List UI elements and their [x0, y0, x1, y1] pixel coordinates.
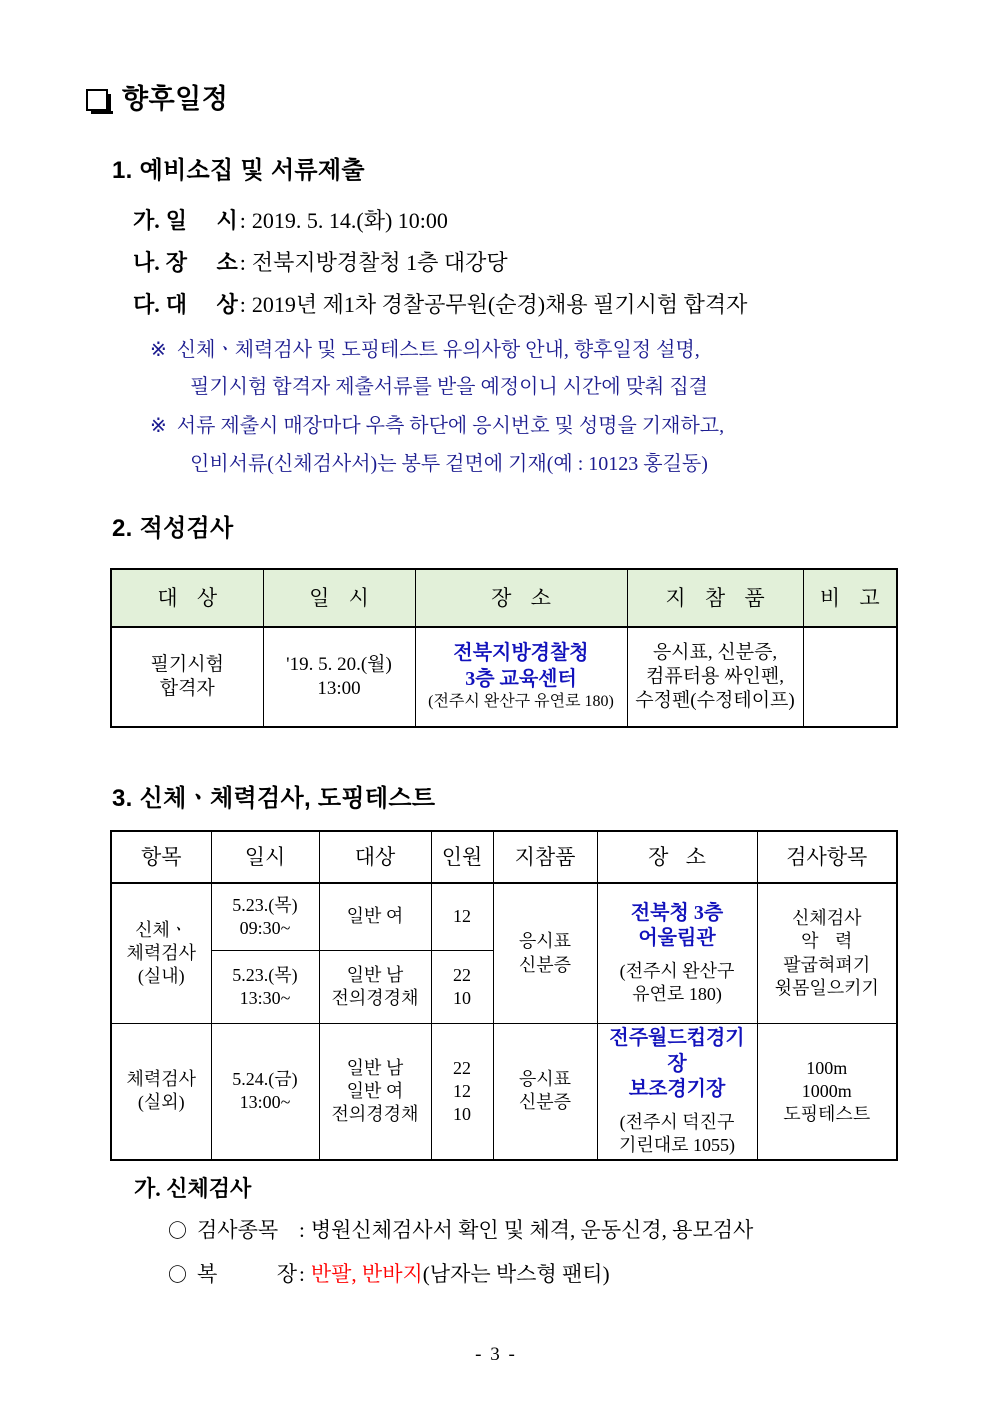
cell-line: 22 [453, 964, 471, 985]
cell-bring [493, 1024, 597, 1160]
cell-line: 일반 남 [346, 1057, 404, 1078]
page-title-text: 향후일정 [122, 84, 229, 114]
cell-line: 일반 남 [346, 964, 404, 985]
item-key: 대 상 [165, 292, 238, 317]
cell-line: 팔굽혀펴기 [783, 954, 871, 975]
cell-line: 12 [453, 1080, 471, 1101]
cell-line-address: (전주시 완산구 유연로 180) [428, 693, 614, 711]
circle-bullet-icon: 〇 [168, 1221, 188, 1242]
cell-line: 09:30~ [239, 918, 291, 938]
column-header-bring: 지참품 [493, 831, 597, 883]
item-label: 나. [133, 250, 160, 275]
cell-line: 신분증 [518, 954, 572, 975]
cell-line: 22 [453, 1057, 471, 1078]
cell-line: 컴퓨터용 싸인펜, [646, 665, 784, 687]
item-value: 2019. 5. 14.(화) 10:00 [251, 208, 448, 233]
item-value: 2019년 제1차 경찰공무원(순경)채용 필기시험 합격자 [251, 292, 748, 317]
cell-count: 12 [431, 883, 493, 951]
cell-line: 13:00 [317, 678, 361, 699]
page-title [86, 86, 228, 113]
section-3-bullet-1 [168, 1258, 610, 1288]
cell-line: 체력검사 [126, 1069, 197, 1090]
cell-testitem [757, 883, 897, 1024]
section-1-note-1-line-2: 인비서류(신체검사서)는 봉투 겉면에 기재(예 : 10123 홍길동) [190, 453, 708, 475]
section-2-heading: 2. 적성검사 [112, 515, 234, 542]
column-header-items: 지 참 품 [627, 569, 803, 627]
section-3-sub-heading: 가. 신체검사 [134, 1176, 252, 1201]
section-3-heading: 3. 신체ㆍ체력검사, 도핑테스트 [112, 785, 436, 812]
cell-line: 10 [453, 988, 471, 1008]
physical-test-table [110, 830, 898, 1161]
cell-line-highlight: 전주월드컵경기장 [609, 1027, 745, 1075]
table-row [111, 1024, 897, 1160]
table-row [111, 883, 897, 951]
column-header-target: 대상 [319, 831, 431, 883]
item-separator: : [239, 292, 246, 317]
cell-datetime [211, 883, 319, 951]
cell-line: 일반 여 [346, 1080, 404, 1101]
cell-line: 1000m [801, 1080, 852, 1101]
cell-datetime [211, 1024, 319, 1160]
cell-line: '19. 5. 20.(월) [286, 653, 392, 675]
cell-line-highlight: 보조경기장 [628, 1078, 726, 1101]
cell-line: 악 력 [801, 931, 859, 952]
bullet-key: 검사종목 [197, 1218, 279, 1242]
section-1-note-0-line-1 [150, 333, 700, 362]
cell-datetime [211, 951, 319, 1024]
cell-line: 합격자 [159, 678, 215, 699]
cell-target: 일반 여 [319, 883, 431, 951]
column-header-testitem: 검사항목 [757, 831, 897, 883]
bullet-value-rest: (남자는 박스형 팬티) [422, 1262, 610, 1286]
cell-count [431, 951, 493, 1024]
cell-line: 전의경경채 [331, 1103, 419, 1124]
cell-remark [803, 627, 897, 727]
cell-line-highlight: 3층 교육센터 [465, 667, 577, 690]
column-header-target: 대 상 [111, 569, 263, 627]
cell-line-highlight: 전북지방경찰청 [453, 642, 589, 665]
item-separator: : [239, 208, 246, 233]
cell-line: 5.23.(목) [232, 894, 298, 915]
cell-line: 10 [453, 1103, 471, 1124]
cell-line: 13:00~ [239, 1092, 291, 1113]
cell-target [319, 1024, 431, 1160]
cell-count [431, 1024, 493, 1160]
cell-line: 신분증 [518, 1092, 572, 1113]
item-key: 일 시 [165, 208, 238, 233]
cell-line: 전의경경채 [331, 988, 419, 1008]
aptitude-test-table [110, 568, 898, 728]
cell-target [111, 627, 263, 727]
bullet-key: 복 장 [197, 1262, 298, 1286]
note-mark-icon: ※ [150, 339, 167, 361]
cell-category [111, 883, 211, 1024]
section-1-item-0 [133, 204, 448, 235]
table-header-row [111, 831, 897, 883]
column-header-remark: 비 고 [803, 569, 897, 627]
cell-line-address: 유연로 180) [632, 984, 722, 1005]
cell-line: 100m [806, 1057, 848, 1078]
page-number-footer: - 3 - [475, 1344, 517, 1365]
cell-bring [493, 883, 597, 1024]
item-key: 장 소 [165, 250, 238, 275]
section-1-note-0-line-2: 필기시험 합격자 제출서류를 받을 예정이니 시간에 맞춰 집결 [190, 376, 708, 398]
cell-line-highlight: 전북청 3층 [630, 901, 724, 924]
section-1-note-1-line-1 [150, 409, 724, 438]
section-3-bullet-0 [168, 1214, 753, 1244]
item-label: 가. [133, 208, 160, 233]
cell-items [627, 627, 803, 727]
bullet-separator: : [299, 1218, 305, 1242]
column-header-count: 인원 [431, 831, 493, 883]
cell-line: 도핑테스트 [783, 1103, 871, 1124]
cell-line: 응시표, 신분증, [652, 641, 778, 663]
cell-line: 윗몸일으키기 [774, 977, 879, 998]
cell-line: 신체ㆍ [135, 919, 188, 940]
cell-line-highlight: 어울림관 [638, 927, 716, 950]
bullet-value-highlight: 반팔, 반바지 [310, 1262, 423, 1286]
cell-place [415, 627, 627, 727]
cell-line: (실내) [137, 966, 185, 987]
note-text: 신체ㆍ체력검사 및 도핑테스트 유의사항 안내, 향후일정 설명, [176, 339, 700, 361]
section-1-heading: 1. 예비소집 및 서류제출 [112, 157, 365, 184]
cell-line-address: (전주시 완산구 [619, 961, 735, 982]
cell-target [319, 951, 431, 1024]
cell-line: 체력검사 [126, 942, 197, 963]
cell-line: 5.24.(금) [232, 1069, 298, 1090]
note-mark-icon: ※ [150, 415, 167, 437]
bullet-separator: : [299, 1262, 305, 1286]
note-text: 서류 제출시 매장마다 우측 하단에 응시번호 및 성명을 기재하고, [176, 415, 725, 437]
cell-line-address: 기린대로 1055) [618, 1134, 736, 1155]
checkbox-square-icon [86, 89, 108, 111]
column-header-category: 항목 [111, 831, 211, 883]
cell-line-address: (전주시 덕진구 [619, 1111, 735, 1132]
table-row [111, 627, 897, 727]
cell-line: 필기시험 [150, 653, 224, 675]
cell-testitem [757, 1024, 897, 1160]
column-header-place: 장 소 [415, 569, 627, 627]
column-header-datetime: 일 시 [263, 569, 415, 627]
cell-datetime [263, 627, 415, 727]
cell-line: 5.23.(목) [232, 964, 298, 985]
section-1-item-2 [133, 288, 747, 319]
item-separator: : [239, 250, 246, 275]
cell-line: 신체검사 [791, 908, 862, 929]
cell-line: (실외) [137, 1092, 185, 1113]
cell-line: 응시표 [518, 1069, 572, 1090]
bullet-value: 병원신체검사서 확인 및 체격, 운동신경, 용모검사 [310, 1218, 754, 1242]
circle-bullet-icon: 〇 [168, 1265, 188, 1286]
column-header-datetime: 일시 [211, 831, 319, 883]
cell-line: 응시표 [518, 931, 572, 952]
cell-place [597, 883, 757, 1024]
section-1-item-1 [133, 246, 508, 277]
cell-line: 수정펜(수정테이프) [635, 690, 795, 712]
cell-place [597, 1024, 757, 1160]
cell-line: 13:30~ [239, 988, 291, 1008]
item-label: 다. [133, 292, 160, 317]
column-header-place: 장 소 [597, 831, 757, 883]
cell-category [111, 1024, 211, 1160]
table-header-row [111, 569, 897, 627]
item-value: 전북지방경찰청 1층 대강당 [251, 250, 508, 275]
